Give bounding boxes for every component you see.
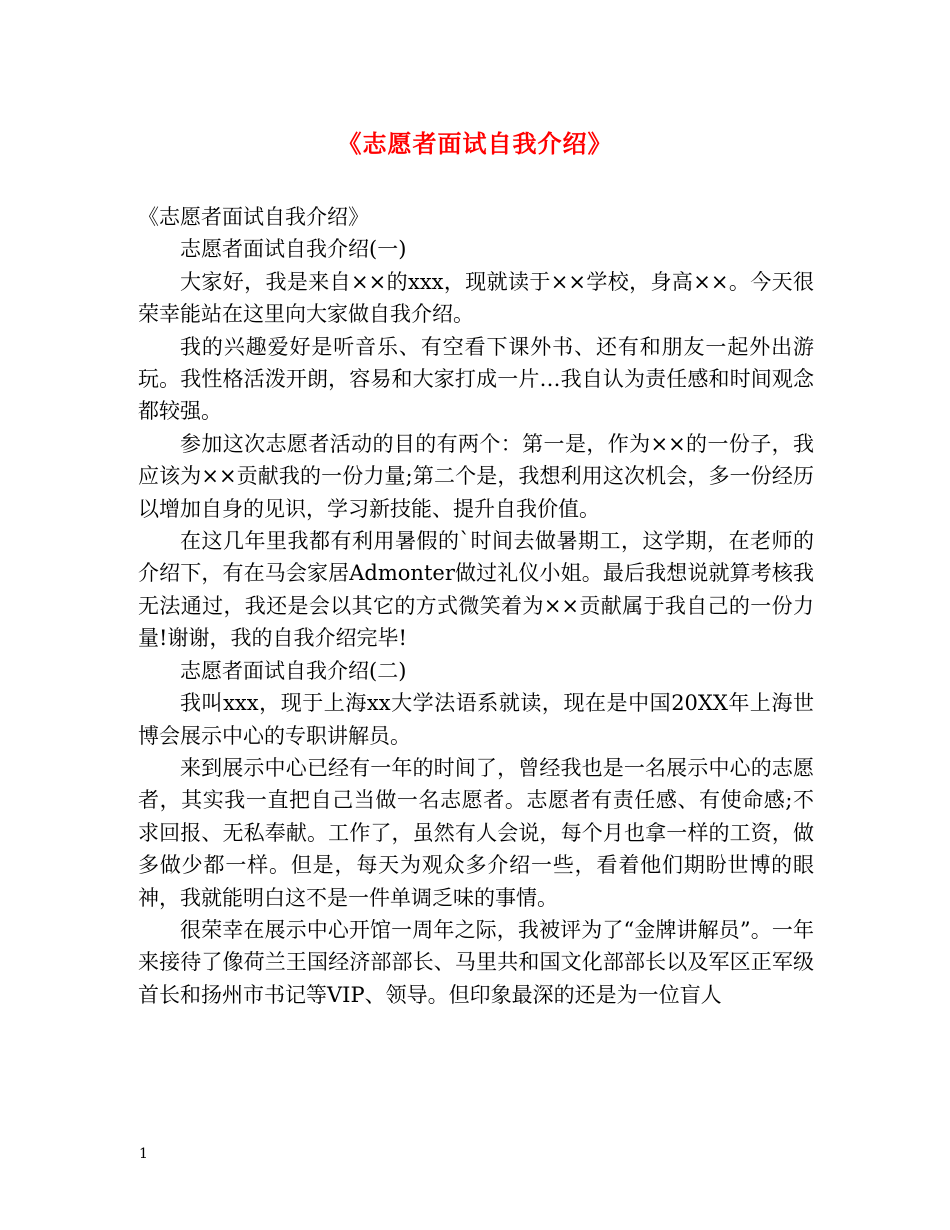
paragraph-6: 志愿者面试自我介绍(二) — [180, 658, 407, 683]
document-body — [138, 201, 814, 1011]
paragraph-5: 在这几年里我都有利用暑假的`时间去做暑期工，这学期，在老师的介绍下，有在马会家居Admonter做过礼仪小姐。最后我想说就算考核我无法通过，我还是会以其它的方式微笑着为××贡献属于我自己的一份力量!谢谢，我的自我介绍完毕! — [138, 529, 814, 651]
paragraph-8: 来到展示中心已经有一年的时间了，曾经我也是一名展示中心的志愿者，其实我一直把自己当做一名志愿者。志愿者有责任感、有使命感;不求回报、无私奉献。工作了，虽然有人会说，每个月也拿一样的工资，做多做少都一样。但是，每天为观众多介绍一些，看着他们期盼世博的眼神，我就能明白这不是一件单调乏味的事情。 — [138, 755, 814, 910]
paragraph-0: 《志愿者面试自我介绍》 — [138, 205, 369, 229]
paragraph-2: 大家好，我是来自××的xxx，现就读于××学校，身高××。今天很荣幸能站在这里向大家做自我介绍。 — [138, 269, 814, 327]
document-title: 《志愿者面试自我介绍》 — [337, 129, 613, 158]
paragraph-4: 参加这次志愿者活动的目的有两个：第一是，作为××的一份子，我应该为××贡献我的一份力量;第二个是，我想利用这次机会，多一份经历以增加自身的见识，学习新技能、提升自我价值。 — [138, 431, 814, 521]
paragraph-3: 我的兴趣爱好是听音乐、有空看下课外书、还有和朋友一起外出游玩。我性格活泼开朗，容易和大家打成一片…我自认为责任感和时间观念都较强。 — [138, 334, 814, 424]
paragraph-1: 志愿者面试自我介绍(一) — [180, 237, 407, 262]
paragraph-9: 很荣幸在展示中心开馆一周年之际，我被评为了“金牌讲解员”。一年来接待了像荷兰王国经济部部长、马里共和国文化部部长以及军区正军级首长和扬州市书记等VIP、领导。但印象最深的还是为一位盲人 — [138, 917, 814, 1007]
paragraph-7: 我叫xxx，现于上海xx大学法语系就读，现在是中国20XX年上海世博会展示中心的专职讲解员。 — [138, 691, 814, 748]
page-number: 1 — [139, 1146, 148, 1162]
